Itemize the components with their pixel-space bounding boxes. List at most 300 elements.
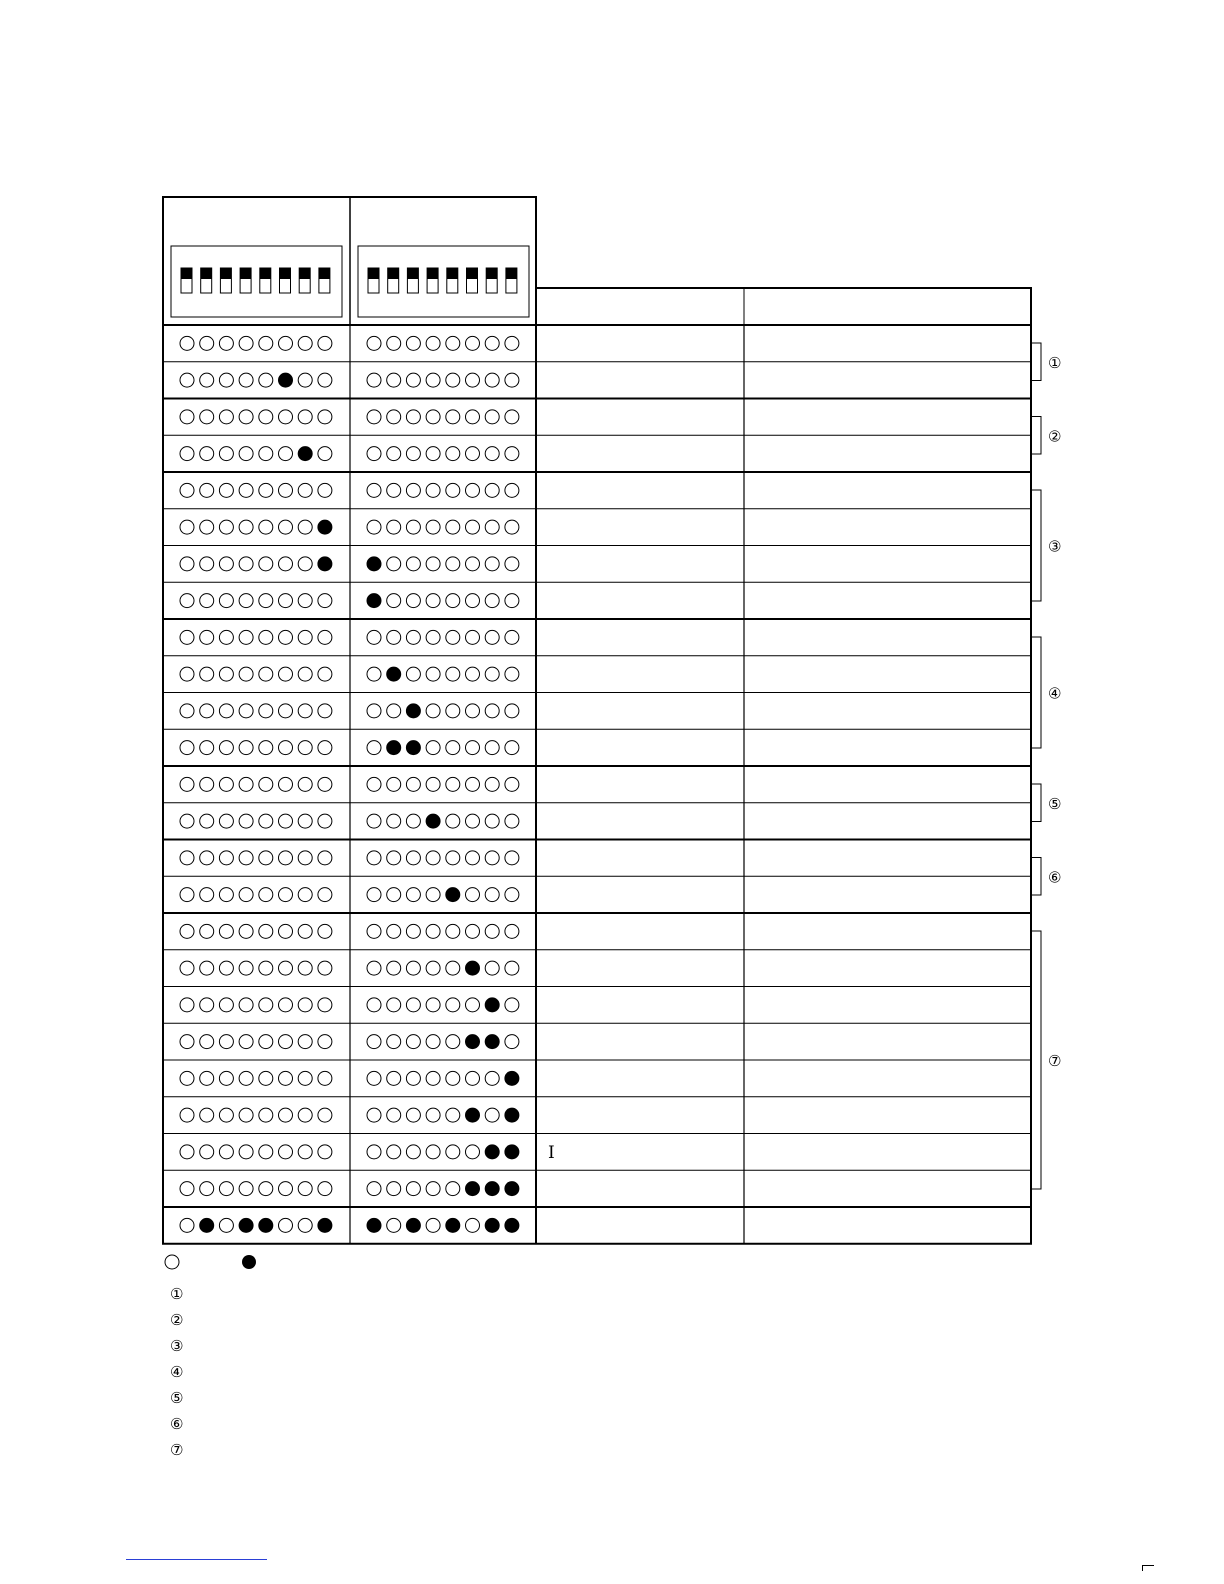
sw1-bit-5-off	[259, 777, 273, 791]
sw1-bit-8-off	[318, 336, 332, 350]
sw1-bit-7-off	[298, 1071, 312, 1085]
sw1-bit-4-off	[239, 888, 253, 902]
sw1-bit-1-off	[180, 924, 194, 938]
dip-knob-7	[299, 268, 310, 279]
sw1-bit-5-off	[259, 410, 273, 424]
sw1-bit-1-off	[180, 1218, 194, 1232]
sw1-bit-2-off	[200, 520, 214, 534]
sw1-bit-4-off	[239, 594, 253, 608]
sw1-bit-8-off	[318, 410, 332, 424]
sw1-bit-6-off	[279, 1218, 293, 1232]
sw2-bit-1-on	[367, 1218, 381, 1232]
sw1-bit-5-off	[259, 557, 273, 571]
sw2-bit-6-off	[466, 667, 480, 681]
sw1-bit-2-off	[200, 814, 214, 828]
sw2-bit-6-off	[466, 741, 480, 755]
sw1-bit-4-off	[239, 814, 253, 828]
sw2-bit-7-off	[485, 704, 499, 718]
sw2-bit-8-off	[505, 410, 519, 424]
sw1-bit-6-off	[279, 741, 293, 755]
sw1-bit-1-off	[180, 483, 194, 497]
sw1-bit-2-off	[200, 594, 214, 608]
sw1-bit-2-on	[200, 1218, 214, 1232]
sw1-bit-2-off	[200, 1035, 214, 1049]
sw2-bit-7-off	[485, 1071, 499, 1085]
sw1-bit-7-off	[298, 520, 312, 534]
bracket-line	[1032, 784, 1041, 822]
sw2-bit-3-off	[406, 667, 420, 681]
sw2-bit-2-off	[387, 704, 401, 718]
sw1-bit-5-off	[259, 483, 273, 497]
sw1-bit-3-off	[219, 1218, 233, 1232]
note-number: ⑤	[170, 1389, 184, 1407]
sw1-bit-5-off	[259, 1108, 273, 1122]
sw1-bit-8-off	[318, 1108, 332, 1122]
sw2-bit-4-off	[426, 410, 440, 424]
sw2-bit-5-off	[446, 336, 460, 350]
sw2-bit-8-off	[505, 373, 519, 387]
sw2-bit-2-on	[387, 667, 401, 681]
sw1-bit-8-off	[318, 998, 332, 1012]
sw2-bit-7-off	[485, 483, 499, 497]
sw2-bit-1-off	[367, 851, 381, 865]
dip-knob-4	[427, 268, 438, 279]
sw2-bit-5-off	[446, 557, 460, 571]
sw2-bit-2-off	[387, 961, 401, 975]
sw2-bit-1-off	[367, 1035, 381, 1049]
sw2-bit-8-off	[505, 704, 519, 718]
sw2-bit-5-on	[446, 1218, 460, 1232]
sw2-bit-4-off	[426, 667, 440, 681]
dip-knob-6	[280, 268, 291, 279]
sw2-bit-7-off	[485, 741, 499, 755]
sw1-bit-3-off	[219, 1108, 233, 1122]
sw1-bit-4-off	[239, 777, 253, 791]
sw1-bit-2-off	[200, 373, 214, 387]
table-body-cells	[180, 336, 555, 1232]
sw1-bit-7-off	[298, 594, 312, 608]
sw1-bit-3-off	[219, 520, 233, 534]
sw1-bit-4-off	[239, 336, 253, 350]
dip-knob-6	[467, 268, 478, 279]
sw1-bit-1-off	[180, 630, 194, 644]
sw1-bit-1-off	[180, 1108, 194, 1122]
sw2-bit-6-off	[466, 998, 480, 1012]
group-label: ⑥	[1048, 868, 1062, 887]
sw1-bit-1-off	[180, 594, 194, 608]
sw1-bit-4-off	[239, 557, 253, 571]
sw2-bit-5-off	[446, 741, 460, 755]
sw1-bit-7-off	[298, 630, 312, 644]
sw2-bit-5-off	[446, 851, 460, 865]
sw1-bit-2-off	[200, 630, 214, 644]
sw2-bit-8-on	[505, 1218, 519, 1232]
sw2-bit-5-off	[446, 1145, 460, 1159]
sw2-bit-5-off	[446, 483, 460, 497]
sw1-bit-7-on	[298, 447, 312, 461]
sw1-bit-3-off	[219, 667, 233, 681]
sw2-bit-8-off	[505, 594, 519, 608]
sw1-bit-6-off	[279, 336, 293, 350]
sw2-bit-5-off	[446, 1035, 460, 1049]
sw2-bit-6-off	[466, 557, 480, 571]
sw2-bit-4-off	[426, 998, 440, 1012]
sw2-bit-7-on	[485, 1182, 499, 1196]
sw2-bit-5-off	[446, 961, 460, 975]
sw1-bit-6-off	[279, 630, 293, 644]
sw2-bit-8-off	[505, 483, 519, 497]
sw1-bit-1-off	[180, 888, 194, 902]
sw2-bit-1-off	[367, 998, 381, 1012]
sw2-bit-5-off	[446, 814, 460, 828]
sw2-bit-3-off	[406, 447, 420, 461]
sw2-bit-6-off	[466, 483, 480, 497]
sw2-bit-4-off	[426, 851, 440, 865]
group-bracket	[1032, 343, 1061, 381]
sw1-bit-1-off	[180, 1182, 194, 1196]
sw2-bit-5-off	[446, 630, 460, 644]
sw1-bit-4-off	[239, 373, 253, 387]
sw1-bit-2-off	[200, 888, 214, 902]
sw1-bit-1-off	[180, 336, 194, 350]
sw1-bit-7-off	[298, 1145, 312, 1159]
note-number: ⑦	[170, 1441, 184, 1459]
sw2-bit-4-off	[426, 557, 440, 571]
sw2-bit-2-off	[387, 1108, 401, 1122]
sw1-bit-2-off	[200, 777, 214, 791]
sw2-bit-6-off	[466, 814, 480, 828]
sw1-bit-8-off	[318, 961, 332, 975]
sw1-bit-6-on	[279, 373, 293, 387]
dip-knob-4	[240, 268, 251, 279]
notes-list	[170, 1285, 183, 1459]
sw2-bit-7-off	[485, 851, 499, 865]
sw2-bit-6-off	[466, 594, 480, 608]
sw1-bit-6-off	[279, 410, 293, 424]
sw1-bit-2-off	[200, 1071, 214, 1085]
dip-knob-8	[319, 268, 330, 279]
sw1-bit-4-off	[239, 1035, 253, 1049]
sw2-bit-3-off	[406, 1108, 420, 1122]
sw1-bit-5-off	[259, 667, 273, 681]
bracket-line	[1032, 931, 1041, 1189]
sw1-bit-5-off	[259, 851, 273, 865]
group-label: ①	[1048, 353, 1062, 372]
sw1-bit-6-off	[279, 557, 293, 571]
sw2-bit-2-off	[387, 410, 401, 424]
sw1-bit-3-off	[219, 594, 233, 608]
sw1-bit-4-on	[239, 1218, 253, 1232]
sw2-bit-3-off	[406, 557, 420, 571]
sw2-bit-3-off	[406, 373, 420, 387]
dip-switch-2-icon	[368, 268, 517, 293]
dip-switch-1-icon	[181, 268, 330, 293]
switch-header	[163, 197, 536, 325]
sw1-bit-3-off	[219, 741, 233, 755]
row-col3-text: I	[548, 1142, 555, 1163]
sw2-bit-6-off	[466, 888, 480, 902]
sw1-bit-7-off	[298, 1108, 312, 1122]
sw2-bit-3-off	[406, 888, 420, 902]
dip-knob-1	[181, 268, 192, 279]
sw2-bit-1-off	[367, 336, 381, 350]
sw2-bit-3-off	[406, 1182, 420, 1196]
sw2-bit-5-off	[446, 1071, 460, 1085]
sw2-bit-4-off	[426, 1071, 440, 1085]
sw1-bit-1-off	[180, 410, 194, 424]
dip-knob-7	[486, 268, 497, 279]
sw2-bit-8-off	[505, 630, 519, 644]
sw1-bit-8-off	[318, 924, 332, 938]
note-number: ④	[170, 1363, 184, 1381]
sw2-bit-4-off	[426, 447, 440, 461]
sw1-bit-5-off	[259, 520, 273, 534]
sw2-bit-5-off	[446, 520, 460, 534]
sw1-bit-7-off	[298, 557, 312, 571]
sw2-bit-5-off	[446, 410, 460, 424]
sw1-bit-7-off	[298, 1035, 312, 1049]
sw1-bit-6-off	[279, 1182, 293, 1196]
sw2-bit-3-on	[406, 1218, 420, 1232]
sw2-bit-8-off	[505, 777, 519, 791]
sw1-bit-4-off	[239, 704, 253, 718]
sw1-bit-8-on	[318, 557, 332, 571]
sw2-bit-5-off	[446, 704, 460, 718]
sw1-bit-2-off	[200, 924, 214, 938]
sw1-bit-8-off	[318, 851, 332, 865]
sw1-bit-3-off	[219, 410, 233, 424]
sw1-bit-2-off	[200, 1182, 214, 1196]
sw2-bit-4-off	[426, 888, 440, 902]
sw2-bit-6-off	[466, 1218, 480, 1232]
sw1-bit-1-off	[180, 851, 194, 865]
sw2-bit-8-off	[505, 336, 519, 350]
sw2-bit-2-off	[387, 888, 401, 902]
sw1-bit-2-off	[200, 410, 214, 424]
sw1-bit-4-off	[239, 1108, 253, 1122]
group-bracket	[1032, 490, 1061, 601]
description-header	[536, 288, 1031, 325]
note-number: ③	[170, 1337, 184, 1355]
sw2-bit-2-off	[387, 557, 401, 571]
sw2-bit-7-off	[485, 410, 499, 424]
sw1-bit-1-off	[180, 557, 194, 571]
sw2-bit-2-off	[387, 1035, 401, 1049]
bracket-line	[1032, 343, 1041, 381]
sw1-bit-2-off	[200, 336, 214, 350]
sw2-bit-1-off	[367, 447, 381, 461]
sw1-bit-2-off	[200, 741, 214, 755]
sw1-bit-2-off	[200, 998, 214, 1012]
group-bracket	[1032, 784, 1061, 822]
dip-knob-2	[201, 268, 212, 279]
sw2-bit-8-off	[505, 1035, 519, 1049]
sw2-bit-1-off	[367, 630, 381, 644]
sw1-bit-8-off	[318, 777, 332, 791]
sw2-bit-7-off	[485, 888, 499, 902]
sw1-bit-2-off	[200, 961, 214, 975]
sw1-bit-6-off	[279, 1035, 293, 1049]
sw2-bit-6-off	[466, 520, 480, 534]
sw2-bit-8-off	[505, 998, 519, 1012]
sw1-bit-6-off	[279, 704, 293, 718]
sw2-bit-3-off	[406, 520, 420, 534]
sw2-bit-6-on	[466, 1035, 480, 1049]
sw1-bit-3-off	[219, 447, 233, 461]
sw1-bit-6-off	[279, 777, 293, 791]
sw2-bit-3-off	[406, 630, 420, 644]
sw1-bit-5-off	[259, 1071, 273, 1085]
sw2-bit-6-on	[466, 961, 480, 975]
sw1-bit-8-off	[318, 1145, 332, 1159]
sw1-bit-6-off	[279, 851, 293, 865]
sw2-bit-7-off	[485, 667, 499, 681]
table-frame	[163, 325, 1031, 1244]
sw2-bit-7-off	[485, 336, 499, 350]
sw1-bit-3-off	[219, 557, 233, 571]
sw2-bit-4-off	[426, 630, 440, 644]
sw2-bit-1-off	[367, 1108, 381, 1122]
sw2-bit-3-off	[406, 777, 420, 791]
sw1-bit-7-off	[298, 336, 312, 350]
sw1-bit-3-off	[219, 814, 233, 828]
sw1-bit-2-off	[200, 483, 214, 497]
sw2-bit-1-on	[367, 594, 381, 608]
sw2-bit-2-off	[387, 1145, 401, 1159]
sw2-bit-1-off	[367, 520, 381, 534]
dip-switch-1-box	[171, 246, 342, 317]
sw2-bit-4-off	[426, 520, 440, 534]
sw1-bit-4-off	[239, 1182, 253, 1196]
legend	[165, 1255, 256, 1269]
sw1-bit-7-off	[298, 410, 312, 424]
group-bracket	[1032, 858, 1061, 896]
sw1-bit-5-off	[259, 961, 273, 975]
sw1-bit-4-off	[239, 630, 253, 644]
dip-knob-8	[506, 268, 517, 279]
sw1-bit-8-on	[318, 520, 332, 534]
sw2-bit-2-off	[387, 1071, 401, 1085]
sw2-bit-6-off	[466, 851, 480, 865]
sw2-bit-1-off	[367, 483, 381, 497]
sw2-bit-1-off	[367, 777, 381, 791]
sw1-bit-4-off	[239, 1071, 253, 1085]
footer-link-line	[126, 1559, 267, 1560]
sw2-bit-2-off	[387, 336, 401, 350]
sw1-bit-6-off	[279, 483, 293, 497]
sw2-bit-3-off	[406, 998, 420, 1012]
sw2-bit-7-off	[485, 961, 499, 975]
sw1-bit-1-off	[180, 447, 194, 461]
sw1-bit-3-off	[219, 851, 233, 865]
sw2-bit-4-off	[426, 336, 440, 350]
sw1-bit-8-off	[318, 373, 332, 387]
sw1-bit-7-off	[298, 1182, 312, 1196]
sw2-bit-7-on	[485, 1218, 499, 1232]
sw2-bit-7-off	[485, 557, 499, 571]
sw2-bit-6-off	[466, 704, 480, 718]
sw2-bit-3-off	[406, 594, 420, 608]
dip-switch-2-box	[358, 246, 529, 317]
sw1-bit-6-off	[279, 520, 293, 534]
sw1-bit-5-off	[259, 447, 273, 461]
sw1-bit-1-off	[180, 667, 194, 681]
group-bracket	[1032, 637, 1061, 748]
sw2-bit-2-off	[387, 851, 401, 865]
sw1-bit-5-off	[259, 1145, 273, 1159]
sw2-bit-6-off	[466, 1071, 480, 1085]
sw1-bit-8-off	[318, 1035, 332, 1049]
sw1-bit-3-off	[219, 1182, 233, 1196]
sw1-bit-8-off	[318, 888, 332, 902]
sw2-bit-7-off	[485, 520, 499, 534]
note-number: ②	[170, 1311, 184, 1329]
group-label: ⑤	[1048, 794, 1062, 813]
sw1-bit-4-off	[239, 961, 253, 975]
sw2-bit-4-off	[426, 1145, 440, 1159]
sw1-bit-4-off	[239, 483, 253, 497]
sw2-bit-1-off	[367, 373, 381, 387]
note-number: ①	[170, 1285, 184, 1303]
sw1-bit-6-off	[279, 447, 293, 461]
sw1-bit-1-off	[180, 814, 194, 828]
sw2-bit-8-off	[505, 557, 519, 571]
sw1-bit-1-off	[180, 961, 194, 975]
sw2-bit-8-on	[505, 1182, 519, 1196]
sw1-bit-5-off	[259, 373, 273, 387]
sw2-bit-4-off	[426, 1035, 440, 1049]
sw2-bit-1-on	[367, 557, 381, 571]
sw1-bit-7-off	[298, 373, 312, 387]
sw1-bit-1-off	[180, 777, 194, 791]
group-label: ③	[1048, 537, 1062, 556]
sw2-bit-6-on	[466, 1182, 480, 1196]
sw1-bit-8-off	[318, 741, 332, 755]
sw2-bit-4-off	[426, 1108, 440, 1122]
sw1-bit-6-off	[279, 1071, 293, 1085]
sw2-bit-2-off	[387, 1182, 401, 1196]
sw2-bit-7-on	[485, 998, 499, 1012]
sw1-bit-2-off	[200, 667, 214, 681]
sw2-bit-1-off	[367, 814, 381, 828]
sw1-bit-3-off	[219, 336, 233, 350]
sw2-bit-7-on	[485, 1035, 499, 1049]
sw1-bit-1-off	[180, 704, 194, 718]
sw1-bit-6-off	[279, 924, 293, 938]
sw1-bit-1-off	[180, 1035, 194, 1049]
sw2-bit-2-off	[387, 520, 401, 534]
sw1-bit-7-off	[298, 741, 312, 755]
sw1-bit-5-off	[259, 814, 273, 828]
sw2-bit-1-off	[367, 1182, 381, 1196]
sw1-bit-6-off	[279, 814, 293, 828]
sw1-bit-3-off	[219, 483, 233, 497]
sw2-bit-4-off	[426, 704, 440, 718]
sw2-bit-5-off	[446, 924, 460, 938]
sw1-bit-3-off	[219, 1145, 233, 1159]
sw1-bit-7-off	[298, 1218, 312, 1232]
dip-knob-5	[447, 268, 458, 279]
sw2-bit-2-off	[387, 594, 401, 608]
dip-knob-2	[388, 268, 399, 279]
sw1-bit-8-off	[318, 483, 332, 497]
sw2-bit-8-off	[505, 888, 519, 902]
sw2-bit-2-off	[387, 373, 401, 387]
sw1-bit-7-off	[298, 998, 312, 1012]
bracket-line	[1032, 637, 1041, 748]
sw1-bit-8-off	[318, 814, 332, 828]
sw2-bit-4-off	[426, 483, 440, 497]
